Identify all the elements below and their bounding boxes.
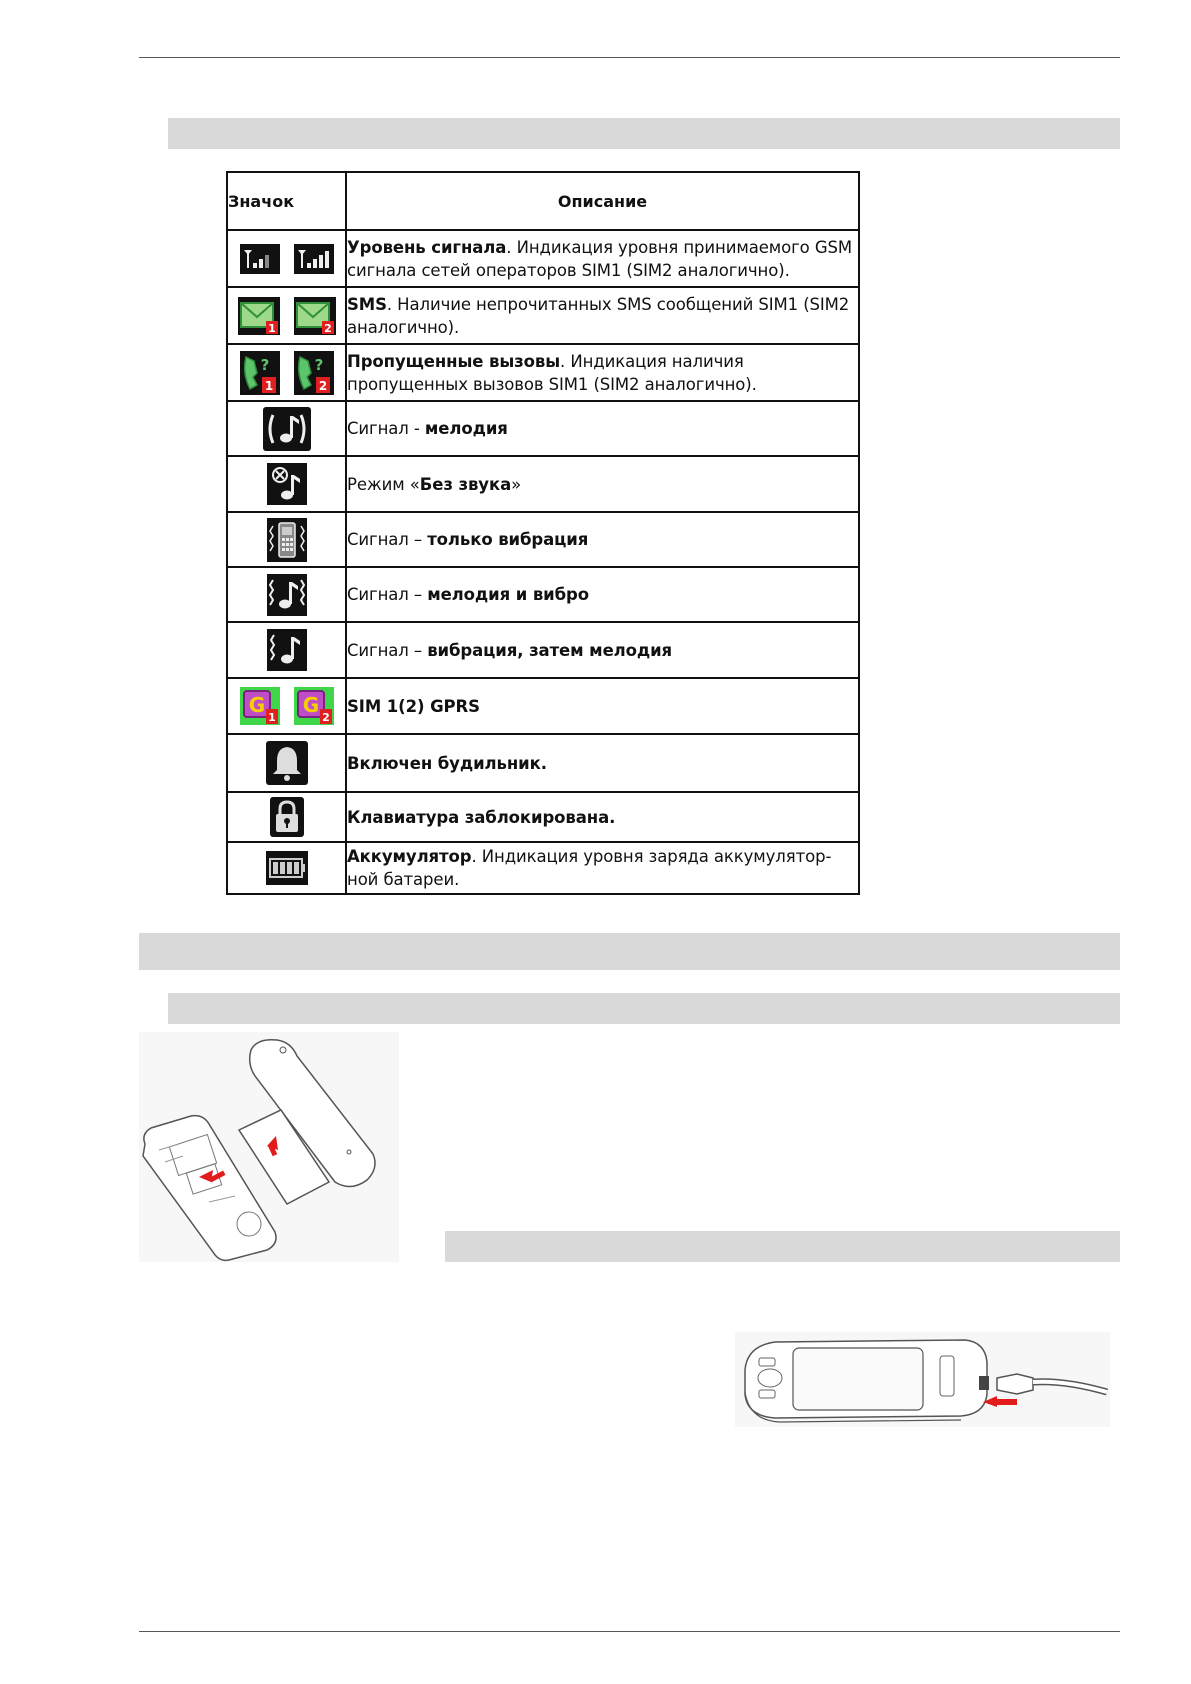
row-text: . Наличие непрочитанных SMS сообщений SIM1 (SIM2 аналогично).	[347, 294, 850, 337]
status-icons-table	[226, 171, 860, 895]
svg-text:1: 1	[267, 711, 276, 724]
row-title: Аккумулятор	[347, 847, 472, 866]
table-row: Сигнал – мелодия и вибро	[227, 567, 859, 622]
column-header-icon: Значок	[227, 172, 346, 230]
signal-strength-icon	[240, 244, 280, 274]
sim-card-insertion-illustration	[139, 1032, 399, 1262]
row-title: Включен будильник.	[347, 753, 547, 773]
svg-text:G: G	[248, 693, 265, 717]
table-row	[227, 734, 859, 792]
row-title: только вибрация	[427, 530, 589, 549]
gprs-icon	[240, 687, 280, 725]
row-title: SMS	[347, 294, 387, 314]
svg-text:2: 2	[321, 711, 330, 724]
row-text: . Индикация уровня заряда аккумулятор-ной батареи.	[347, 847, 832, 889]
signal-strength-icon	[294, 244, 334, 274]
table-row	[227, 792, 859, 842]
table-row: Режим «Без звука»	[227, 456, 859, 512]
table-row	[227, 287, 859, 344]
svg-text:2: 2	[323, 321, 332, 335]
missed-call-icon	[294, 351, 334, 395]
alarm-bell-icon	[266, 741, 308, 785]
missed-call-icon	[240, 351, 280, 395]
section-bar-charging	[445, 1231, 1120, 1262]
section-bar-icons	[168, 118, 1120, 149]
footer-rule	[139, 1631, 1120, 1632]
row-title: Клавиатура заблокирована.	[347, 807, 616, 827]
svg-text:1: 1	[267, 321, 276, 335]
svg-text:?: ?	[314, 355, 323, 374]
row-text: . Индикация уровня принимаемого GSM сигнала сетей операторов SIM1 (SIM2 аналогично).	[347, 237, 853, 280]
gprs-icon	[294, 687, 334, 725]
svg-text:?: ?	[260, 355, 269, 374]
row-title: вибрация, затем мелодия	[427, 640, 673, 660]
svg-text:2: 2	[318, 378, 327, 393]
ring-and-vibrate-icon	[267, 574, 307, 616]
sms-icon	[238, 297, 280, 335]
row-title: мелодия	[424, 419, 508, 438]
row-text: . Индикация наличия пропущенных вызовов SIM1 (SIM2 аналогично).	[347, 351, 757, 394]
row-title: Уровень сигнала	[347, 237, 507, 257]
table-header-row	[227, 172, 859, 230]
section-bar-sim-install	[168, 993, 1120, 1024]
column-header-description: Описание	[346, 172, 859, 230]
section-bar-getting-started	[139, 933, 1120, 970]
sms-icon	[294, 297, 336, 335]
silent-icon	[267, 463, 307, 505]
row-title: мелодия и вибро	[427, 585, 590, 604]
row-title: SIM 1(2) GPRS	[347, 696, 480, 716]
table-row	[227, 230, 859, 287]
table-row	[227, 678, 859, 734]
header-rule	[139, 57, 1120, 58]
keypad-lock-icon	[270, 797, 304, 837]
charger-connection-illustration	[735, 1332, 1110, 1427]
vibrate-then-ring-icon	[267, 629, 307, 671]
table-row	[227, 344, 859, 401]
table-row: Сигнал - мелодия	[227, 401, 859, 456]
svg-text:G: G	[302, 693, 319, 717]
row-title: Пропущенные вызовы	[347, 351, 561, 371]
table-row: Сигнал – только вибрация	[227, 512, 859, 567]
row-title: Без звука	[419, 474, 512, 494]
vibration-icon	[267, 518, 307, 562]
svg-text:1: 1	[264, 378, 273, 393]
battery-icon	[266, 851, 308, 885]
ringtone-icon	[263, 407, 311, 451]
table-row	[227, 842, 859, 894]
table-row: Сигнал – вибрация, затем мелодия	[227, 622, 859, 678]
